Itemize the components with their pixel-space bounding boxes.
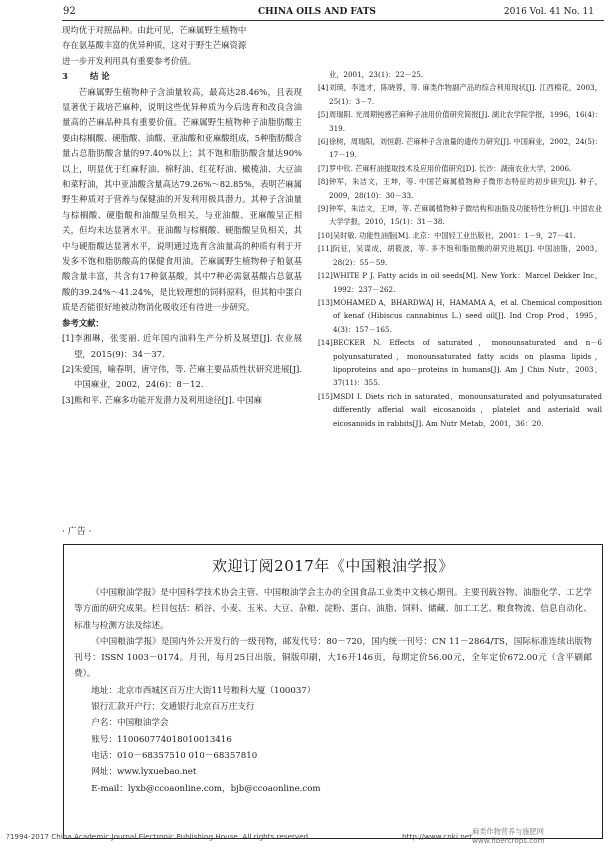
reference-number: [9]: [318, 204, 329, 214]
reference-item: [318, 390, 602, 430]
advert-bank: 银行汇款开户行：交通银行北京百万庄支行: [91, 702, 255, 713]
reference-text: 刘瑛，李选才，陈晓蓉，等. 麻类作物副产品的综合利用现状[J]. 江西棉花，2003，25(1)：3－7.: [329, 83, 602, 106]
reference-continuation: 业，2001，23(1)：22－25.: [329, 70, 424, 79]
right-column: [318, 68, 602, 430]
reference-number: [2]: [62, 363, 74, 374]
advert-email: E-mail：lyxb@ccoaonline.com，bjb@ccoaonline.com: [91, 783, 321, 794]
reference-text: WHITE P J. Fatty acids in oil seeds[M]. New York：Marcel Dekker Inc，1992：237－262.: [333, 271, 602, 294]
reference-item: [62, 331, 302, 362]
reference-number: [15]: [318, 391, 333, 401]
cnki-link[interactable]: http://www.cnki.net: [402, 832, 473, 841]
advert-website: 网址：www.lyxuebao.net: [91, 767, 197, 778]
reference-number: [1]: [62, 333, 74, 344]
intro-line: 存在氨基酸丰富的优异种质，这对于野生芒麻资源: [62, 40, 247, 51]
advert-address: 地址：北京市西城区百万庄大街11号粮科大厦（100037）: [91, 685, 316, 696]
advert-account-name: 户名：中国粮油学会: [91, 718, 169, 729]
reference-item: [318, 81, 602, 108]
section-number: 3: [62, 71, 68, 82]
reference-text: 李湘琳，张雯丽. 近年国内油料生产分析及展望[J]. 农业展望，2015(9)：34－37.: [74, 333, 302, 359]
section-heading: [62, 69, 302, 84]
advert-phone: 电话：010－68357510 010－68357810: [91, 750, 258, 761]
reference-text: 钟军，朱洁文，王坤，等. 芒麻属植物种子微结构和油脂及功能特性分析[J]. 中国农业大学学报，2010，15(1)：31－38.: [329, 204, 602, 227]
reference-item: [318, 162, 602, 175]
reference-number: [8]: [318, 177, 329, 187]
reference-number: [13]: [318, 297, 333, 307]
reference-item: [318, 269, 602, 296]
advert-account-number: 账号：110060774018010013416: [91, 734, 232, 745]
reference-text: 徐树，周瑞阳，刘恒蔚. 芒麻种子含油量的遗传力研究[J]. 中国麻业，2002，24(5)：17－19.: [329, 137, 602, 160]
copyright-notice: ?1994-2017 China Academic Journal Electronic Publishing House. All rights reserved.: [6, 832, 311, 841]
left-column: [62, 23, 302, 408]
reference-text: 钟军，朱洁文，王坤，等. 中国芒麻属植物种子微形态特征的初步研究[J]. 种子，2009，28(10)：30－33.: [329, 177, 602, 200]
watermark-text: 麻类作物营养与施肥网 www.fibercrops.com: [472, 827, 545, 845]
advert-title: 欢迎订阅2017年《中国粮油学报》: [212, 557, 454, 575]
journal-name: CHINA OILS AND FATS: [258, 7, 376, 17]
references-label: 参考文献：: [62, 317, 104, 328]
reference-text: MSDI I. Diets rich in saturated，monounsaturated and polyunsaturated differently afferial wall eicosanoids，platelet and asteriald wall eicosanoids in rabbits[J]. Am Nutr Metab，2001，36：20.: [333, 391, 602, 428]
page-number: 92: [63, 6, 76, 17]
reference-item: [318, 336, 602, 390]
header-rule: [62, 20, 604, 21]
reference-text: 吴时敏. 功能性油脂[M]. 北京：中国轻工业出版社，2001：1－9，27－41.: [333, 230, 576, 240]
reference-item: [318, 135, 602, 162]
reference-number: [14]: [318, 338, 333, 348]
reference-item: [318, 242, 602, 269]
reference-number: [6]: [318, 137, 329, 147]
reference-item: [318, 229, 602, 242]
reference-text: 罗中钦. 芒麻籽油提取技术及应用价值研究[D]. 长沙：湖南农业大学，2006.: [329, 163, 572, 173]
reference-item: [318, 108, 602, 135]
reference-number: [10]: [318, 230, 333, 240]
reference-number: [11]: [318, 244, 333, 254]
reference-text: BECKER N. Effects of saturated，monounsaturated and n－6 polyunsaturated，monounsaturated fatty acids on plasma lipids，lipoproteins and apo－proteins in humans[J]. Am J Chin Nutr，2003，37(11)：355.: [333, 338, 602, 388]
reference-text: 熊和平. 芒麻多功能开发潜力及利用途径[J]. 中国麻: [74, 394, 263, 405]
reference-number: [5]: [318, 110, 329, 120]
subscription-advert: [63, 544, 603, 839]
conclusion-paragraph: 芒麻属野生植物种子含油量较高，最高达28.46%，且表现显著优于栽培芒麻种，说明这些优异种质为今后选育和改良含油量高的芒麻品种具有重要价值。芒麻属野生植物种子油脂肪酸主要由棕榈酸、硬脂酸、油酸、亚油酸和亚麻酸组成，5种脂肪酸含量占总脂肪酸含量的97.40%以上；其不饱和脂肪酸含量达90%以上，明显优于红麻籽油、棉籽油、红花籽油、橄榄油、大豆油和菜籽油，其中亚油酸含量高达79.26%～82.85%，表明芒麻属野生种质对于营养与保健油的开发利用极具潜力。其种子含油量与棕榈酸、硬脂酸和油酸呈负相关，与亚油酸、亚麻酸呈正相关，但均未达显著水平。亚油酸与棕榈酸、硬脂酸呈负相关，其中与硬脂酸达显著水平，说明通过选育含油量高的种质有利于开发多不饱和脂肪酸高的保健食用油。芒麻属野生植物种子粕氨基酸含量丰富，共含有17种氨基酸，其中7种必需氨基酸占总氨基酸的39.24%～41.24%，是比较理想的饲料原料，但其粕中蛋白质是否能很好地被动物消化吸收还有待进一步研究。: [62, 86, 302, 313]
reference-item: [62, 362, 302, 393]
reference-text: MOHAMED A，BHARDWAJ H，HAMAMA A，et al. Chemical composition of kenaf (Hibiscus cannabinus L.) seed oil[J]. Ind Crop Prod，1995，4(3)：157－165.: [333, 297, 602, 334]
reference-text: 朱爱国，喻春明，唐守伟，等. 芒麻主要品质性状研究进展[J]. 中国麻业，2002，24(6)：8－12.: [74, 363, 302, 390]
advert-section-tag: · 广告 ·: [62, 527, 92, 537]
reference-item: [318, 296, 602, 336]
intro-line: 现均优于对照品种。由此可见，芒麻属野生植物中: [62, 25, 247, 35]
advert-paragraph: 《中国粮油学报》是国内外公开发行的一级刊物，邮发代号：80－720，国内统一刊号：CN 11－2864/TS，国际标准连续出版物刊号：ISSN 1003－0174。月刊，每月25日出版，铜版印刷，大16开146页，每期定价56.00元，全年定价672.00元（含平刷邮费）。: [74, 636, 592, 680]
reference-item: [62, 393, 302, 408]
reference-item: [318, 175, 602, 202]
reference-item: [318, 202, 602, 229]
reference-number: [3]: [62, 394, 74, 405]
reference-text: 阮征，吴谋成，胡筱波，等. 多不饱和脂肪酸的研究进展[J]. 中国油脂，2003，28(2)：55－59.: [333, 244, 602, 267]
advert-body: [74, 585, 592, 797]
reference-number: [7]: [318, 163, 329, 173]
intro-line: 进一步开发利用具有重要参考价值。: [62, 55, 196, 66]
section-title: 结 论: [90, 71, 110, 82]
reference-number: [4]: [318, 83, 329, 93]
issue-info: 2016 Vol. 41 No. 11: [503, 7, 594, 17]
reference-text: 周瑞阳. 光周期钝感芒麻种子油用价值研究简报[J]. 湖北农学院学报，1996，16(4)：319.: [329, 110, 602, 133]
reference-number: [12]: [318, 271, 333, 281]
advert-paragraph: 《中国粮油学报》是中国科学技术协会主管、中国粮油学会主办的全国食品工业类中文核心期刊。主要刊载谷物、油脂化学、工艺学等方面的研究成果。栏目包括：稻谷、小麦、玉米、大豆、杂粮、淀粉、蛋白、油脂、饲料、储藏、加工工艺、粮食物流、信息自动化、标准与检测方法及综述。: [74, 588, 592, 631]
